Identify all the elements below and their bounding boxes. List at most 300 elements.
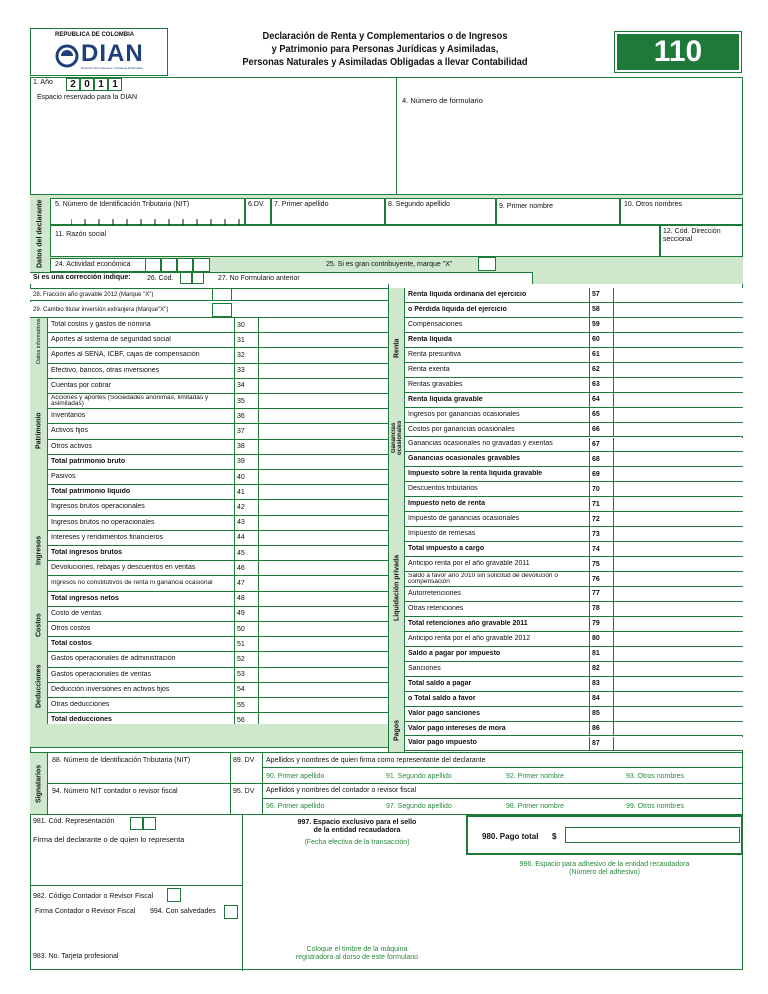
row-value-input[interactable] — [258, 318, 388, 332]
razon-social-label: 11. Razón social — [55, 231, 107, 238]
form-number-text: 110 — [653, 35, 703, 68]
gran-contribuyente-box[interactable] — [478, 257, 496, 271]
row-value-input[interactable] — [613, 632, 743, 646]
row-label: Renta presuntiva — [408, 350, 461, 358]
firma-contador[interactable]: Firma Contador o Revisor Fiscal — [35, 908, 136, 915]
row-number: 48 — [234, 592, 258, 606]
row-value-input[interactable] — [258, 485, 388, 499]
divider — [230, 753, 231, 815]
right-row-79 — [405, 617, 743, 632]
row-value-input[interactable] — [258, 561, 388, 575]
row-number: 64 — [589, 393, 613, 407]
left-row-31 — [48, 333, 388, 348]
pago-dollar: $ — [552, 832, 557, 841]
row-number: 79 — [589, 617, 613, 631]
row-label: Valor pago sanciones — [408, 709, 480, 717]
row-number: 36 — [234, 409, 258, 423]
row-value-input[interactable] — [258, 333, 388, 347]
row-value-input[interactable] — [613, 527, 743, 541]
correction-cod: 26. Cód. — [147, 275, 174, 282]
row-number: 53 — [234, 668, 258, 682]
row-number: 84 — [589, 692, 613, 706]
logo-sub: Dirección de Impuestos y Aduanas Nacionales — [81, 66, 143, 70]
n92[interactable]: 92. Primer nombre — [506, 773, 564, 780]
row-label: Aportes al SENA, ICBF, cajas de compensación — [51, 351, 200, 359]
correction-cod-box[interactable] — [180, 272, 192, 284]
row-value-input[interactable] — [613, 333, 743, 347]
row-value-input[interactable] — [613, 572, 743, 586]
row-label: Activos fijos — [51, 427, 88, 435]
row-label: Ganancias ocasionales no gravadas y exentas — [408, 440, 553, 448]
right-row-85 — [405, 707, 743, 722]
title-line-2: y Patrimonio para Personas Jurídicas y Asimiladas, — [271, 43, 499, 55]
row-number: 49 — [234, 607, 258, 621]
row-value-input[interactable] — [258, 637, 388, 651]
pago-label: 980. Pago total — [482, 832, 539, 841]
row-label: Impuesto sobre la renta líquida gravable — [408, 470, 543, 478]
row-label: Compensaciones — [408, 320, 463, 328]
actividad-box[interactable] — [145, 258, 161, 272]
row-value-input[interactable] — [258, 531, 388, 545]
row-value-input[interactable] — [613, 452, 743, 466]
row-value-input[interactable] — [613, 722, 743, 736]
left-row-32 — [48, 348, 388, 363]
row-value-input[interactable] — [613, 438, 743, 452]
cod-dir-label: 12. Cód. Dirección seccional — [663, 228, 721, 243]
right-row-73 — [405, 527, 743, 542]
dv95[interactable]: 95. DV — [233, 788, 255, 795]
row-value-input[interactable] — [613, 542, 743, 556]
nit-label: 5. Número de Identificación Tributaria (NIT) — [55, 201, 190, 208]
divider — [262, 767, 743, 768]
row-value-input[interactable] — [613, 617, 743, 631]
right-row-68 — [405, 452, 743, 467]
year-digit[interactable]: 1 — [108, 78, 122, 91]
row-label: Renta líquida — [408, 335, 452, 343]
row-value-input[interactable] — [613, 482, 743, 496]
row-value-input[interactable] — [613, 378, 743, 392]
row-label: Valor pago intereses de mora — [408, 724, 506, 732]
nombre1-label: 9. Primer nombre — [499, 203, 554, 210]
row-label: Otras retenciones — [408, 604, 464, 612]
row-number: 41 — [234, 485, 258, 499]
row-value-input[interactable] — [613, 707, 743, 721]
left-column — [30, 288, 388, 748]
dv-label: 6.DV. — [248, 201, 265, 208]
row-label: Total patrimonio líquido — [51, 488, 131, 496]
row-value-input[interactable] — [613, 408, 743, 422]
actividad-box[interactable] — [161, 258, 177, 272]
bottom-area — [30, 814, 743, 970]
left-row-35 — [48, 394, 388, 409]
section-deducciones: Deducciones — [35, 664, 43, 708]
c983[interactable]: 983. No. Tarjeta profesional — [33, 953, 119, 960]
row-28: 28. Fracción año gravable 2012 (Marque "X") — [30, 288, 388, 301]
year-boxes — [66, 78, 122, 91]
nit88[interactable]: 88. Número de Identificación Tributaria (NIT) — [52, 757, 191, 764]
row-number: 61 — [589, 348, 613, 362]
right-row-64 — [405, 393, 743, 408]
a90[interactable]: 90. Primer apellido — [266, 773, 325, 780]
row-value-input[interactable] — [613, 602, 743, 616]
razon-social-field[interactable] — [50, 225, 660, 257]
row-label: Ingresos no constitutivos de renta ni ganancia ocasional — [51, 580, 213, 587]
row-number: 37 — [234, 424, 258, 438]
row-label: Autorretenciones — [408, 589, 461, 597]
f29-box[interactable] — [212, 303, 232, 317]
row-29: 29. Cambio titular inversión extranjera (Marque"X") — [30, 302, 388, 318]
correction-prev: 27. No Formulario anterior — [218, 275, 300, 282]
row-value-input[interactable] — [613, 737, 743, 751]
apellido2-label: 8. Segundo apellido — [388, 201, 450, 208]
actividad-label: 24. Actividad económica — [55, 261, 131, 268]
row-value-input[interactable] — [258, 379, 388, 393]
f28-box[interactable] — [212, 288, 232, 301]
row-number: 80 — [589, 632, 613, 646]
row-value-input[interactable] — [613, 497, 743, 511]
row-value-input[interactable] — [258, 546, 388, 560]
row-label: Inventarios — [51, 412, 86, 420]
row-value-input[interactable] — [613, 647, 743, 661]
section-signatarios: Signatarios — [35, 764, 43, 804]
right-row-57 — [405, 288, 743, 303]
row-label: Otros activos — [51, 442, 92, 450]
nit-ticks — [71, 215, 241, 225]
left-row-53 — [48, 668, 388, 683]
row-value-input[interactable] — [258, 470, 388, 484]
right-row-74 — [405, 542, 743, 557]
n98[interactable]: 98. Primer nombre — [506, 803, 564, 810]
dian-logo — [55, 40, 149, 72]
row-value-input[interactable] — [613, 348, 743, 362]
c981-box[interactable] — [143, 817, 156, 830]
row-number: 75 — [589, 557, 613, 571]
row-value-input[interactable] — [258, 516, 388, 530]
actividad-box[interactable] — [177, 258, 193, 272]
divider — [48, 783, 743, 784]
section-liquidacion: Liquidación privada — [393, 554, 401, 622]
row-label: Total impuesto a cargo — [408, 545, 485, 553]
otros-nombres-label: 10. Otros nombres — [624, 201, 682, 208]
row-value-input[interactable] — [613, 318, 743, 332]
row-label: Sanciones — [408, 664, 441, 672]
pago-input[interactable] — [565, 827, 740, 843]
row-label: Saldo a pagar por impuesto — [408, 649, 501, 657]
row-number: 72 — [589, 512, 613, 526]
rep-label: Apellidos y nombres de quien firma como representante del declarante — [266, 757, 486, 764]
row-label: Cuentas por cobrar — [51, 381, 111, 389]
row-number: 34 — [234, 379, 258, 393]
title-line-3: Personas Naturales y Asimiladas Obligadas a llevar Contabilidad — [242, 56, 528, 68]
left-row-51 — [48, 637, 388, 652]
row-value-input[interactable] — [258, 440, 388, 454]
row-number: 43 — [234, 516, 258, 530]
row-label: Ingresos por ganancias ocasionales — [408, 410, 520, 418]
row-value-input[interactable] — [258, 424, 388, 438]
row-number: 31 — [234, 333, 258, 347]
divider — [30, 885, 242, 886]
row-number: 57 — [589, 288, 613, 302]
c982: 982. Código Contador o Revisor Fiscal — [33, 893, 154, 900]
row-label: Gastos operacionales de ventas — [51, 670, 152, 678]
row-label: Costo de ventas — [51, 609, 102, 617]
right-row-86 — [405, 722, 743, 737]
c981-box[interactable] — [130, 817, 143, 830]
country-label: REPUBLICA DE COLOMBIA — [55, 32, 135, 38]
row-value-input[interactable] — [613, 587, 743, 601]
signatarios — [30, 752, 743, 814]
row-number: 76 — [589, 572, 613, 586]
row-value-input[interactable] — [258, 455, 388, 469]
cont-label: Apellidos y nombres del contador o revisor fiscal — [266, 787, 417, 794]
section-costos: Costos — [35, 613, 43, 637]
nombre1-field[interactable] — [496, 198, 620, 225]
row-label: Anticipo renta por el año gravable 2011 — [408, 560, 530, 568]
year-digit[interactable]: 0 — [80, 78, 94, 91]
row-number: 82 — [589, 662, 613, 676]
row-value-input[interactable] — [258, 348, 388, 362]
row-number: 55 — [234, 698, 258, 712]
row-number: 50 — [234, 622, 258, 636]
left-row-54 — [48, 683, 388, 698]
c981: 981. Cód. Representación — [33, 818, 115, 825]
row-number: 69 — [589, 467, 613, 481]
c994-box[interactable] — [224, 905, 238, 919]
right-row-67 — [405, 438, 743, 453]
left-row-42 — [48, 500, 388, 515]
row-label: Impuesto de remesas — [408, 530, 476, 538]
row-value-input[interactable] — [613, 557, 743, 571]
right-row-66 — [405, 423, 743, 438]
row-number: 68 — [589, 452, 613, 466]
form-title — [196, 30, 574, 69]
n93[interactable]: 93. Otros nombres — [626, 773, 684, 780]
row-value-input[interactable] — [258, 576, 388, 590]
row-number: 46 — [234, 561, 258, 575]
reserved-label: Espacio reservado para la DIAN — [37, 94, 137, 101]
apellido1-field[interactable] — [271, 198, 385, 225]
right-row-70 — [405, 482, 743, 497]
row-label: Saldo a favor año 2010 sin solicitud de devolución o compensación — [408, 572, 558, 586]
row-label: Aportes al sistema de seguridad social — [51, 336, 171, 344]
timbre1: Coloque el timbre de la máquina — [306, 946, 408, 953]
year-digit[interactable]: 2 — [66, 78, 80, 91]
row-number: 30 — [234, 318, 258, 332]
row-label: Acciones y aportes (Sociedades anónimas, limitadas y asimiladas) — [51, 394, 209, 408]
row-value-input[interactable] — [613, 303, 743, 317]
c982-box[interactable] — [167, 888, 181, 902]
row-label: Total patrimonio bruto — [51, 457, 126, 465]
section-datos-informativos: Datos informativos — [36, 318, 42, 364]
row-label: o Pérdida líquida del ejercicio — [408, 305, 507, 313]
left-row-46 — [48, 561, 388, 576]
left-row-34 — [48, 379, 388, 394]
left-row-45 — [48, 546, 388, 561]
row-label: Renta líquida gravable — [408, 395, 483, 403]
apellido2-field[interactable] — [385, 198, 496, 225]
right-row-81 — [405, 647, 743, 662]
row-number: 44 — [234, 531, 258, 545]
row-value-input[interactable] — [613, 467, 743, 481]
row-label: Intereses y rendimientos financieros — [51, 533, 164, 541]
row-label: Otras deducciones — [51, 701, 110, 709]
left-shade — [30, 724, 388, 748]
row-number: 59 — [589, 318, 613, 332]
section-ganancias: Ganancias ocasionales — [391, 420, 403, 456]
right-row-60 — [405, 333, 743, 348]
left-row-39 — [48, 455, 388, 470]
section-pagos: Pagos — [393, 719, 401, 741]
right-row-61 — [405, 348, 743, 363]
c994: 994. Con salvedades — [150, 908, 216, 915]
row-number: 38 — [234, 440, 258, 454]
right-row-63 — [405, 378, 743, 393]
row-number: 58 — [589, 303, 613, 317]
row-value-input[interactable] — [258, 500, 388, 514]
row-label: Devoluciones, rebajas y descuentos en ventas — [51, 564, 196, 572]
e996a: 996. Espacio para adhesivo de la entidad recaudadora — [519, 861, 690, 868]
row-label: Total costos y gastos de nómina — [51, 321, 151, 329]
section-renta: Renta — [393, 338, 401, 358]
pago-total[interactable] — [466, 815, 743, 855]
right-row-65 — [405, 408, 743, 423]
row-value-input[interactable] — [258, 409, 388, 423]
logo-text: DIAN — [81, 40, 144, 67]
row-value-input[interactable] — [258, 592, 388, 606]
row-value-input[interactable] — [613, 662, 743, 676]
row-label: Gastos operacionales de administración — [51, 655, 176, 663]
correction-cod-box[interactable] — [192, 272, 204, 284]
nit94[interactable]: 94. Número NIT contador o revisor fiscal — [52, 788, 178, 795]
a97[interactable]: 97. Segundo apellido — [386, 803, 452, 810]
row-value-input[interactable] — [613, 393, 743, 407]
section-patrimonio: Patrimonio — [35, 412, 43, 450]
row-label: Valor pago impuesto — [408, 739, 477, 747]
row-label: Costos por ganancias ocasionales — [408, 425, 515, 433]
dv89[interactable]: 89. DV — [233, 757, 255, 764]
row-number: 62 — [589, 363, 613, 377]
left-row-43 — [48, 516, 388, 531]
firma-declarante[interactable]: Firma del declarante o de quien lo representa — [33, 835, 185, 844]
row-value-input[interactable] — [613, 692, 743, 706]
otros-nombres-field[interactable] — [620, 198, 743, 225]
row-value-input[interactable] — [613, 288, 743, 302]
e997b: de la entidad recaudadora — [313, 827, 401, 834]
row-value-input[interactable] — [613, 512, 743, 526]
row-label: Renta líquida ordinaria del ejercicio — [408, 290, 527, 298]
row-number: 52 — [234, 652, 258, 666]
row-value-input[interactable] — [613, 363, 743, 377]
a96[interactable]: 96. Primer apellido — [266, 803, 325, 810]
right-row-59 — [405, 318, 743, 333]
row-number: 39 — [234, 455, 258, 469]
row-number: 60 — [589, 333, 613, 347]
row-value-input[interactable] — [258, 683, 388, 697]
row-number: 73 — [589, 527, 613, 541]
left-row-30 — [48, 318, 388, 333]
right-row-87 — [405, 737, 743, 752]
gran-contribuyente-label: 25. Si es gran contribuyente, marque "X" — [326, 261, 453, 268]
row-value-input[interactable] — [258, 607, 388, 621]
row-number: 35 — [234, 394, 258, 408]
right-row-75 — [405, 557, 743, 572]
row-number: 32 — [234, 348, 258, 362]
row-number: 78 — [589, 602, 613, 616]
divider — [396, 77, 397, 194]
row-label: Ingresos brutos no operacionales — [51, 518, 155, 526]
right-row-82 — [405, 662, 743, 677]
left-row-49 — [48, 607, 388, 622]
row-value-input[interactable] — [258, 622, 388, 636]
year-digit[interactable]: 1 — [94, 78, 108, 91]
row-label: Total ingresos brutos — [51, 549, 123, 557]
actividad-box[interactable] — [193, 258, 210, 272]
right-row-80 — [405, 632, 743, 647]
row-label: Anticipo renta por el año gravable 2012 — [408, 634, 531, 642]
row-label: Ganancias ocasionales gravables — [408, 455, 521, 463]
row-label: Renta exenta — [408, 365, 450, 373]
row-label: Efectivo, bancos, otras inversiones — [51, 366, 160, 374]
dv-field[interactable] — [245, 198, 271, 225]
nit-field[interactable] — [50, 198, 245, 225]
divider — [262, 798, 743, 799]
left-row-44 — [48, 531, 388, 546]
right-row-84 — [405, 692, 743, 707]
n99[interactable]: 99. Otros nombres — [626, 803, 684, 810]
row-value-input[interactable] — [258, 698, 388, 712]
row-value-input[interactable] — [258, 364, 388, 378]
left-row-47 — [48, 576, 388, 591]
correction-shade — [532, 272, 743, 284]
row-label: Total ingresos netos — [51, 594, 119, 602]
year-label: 1. Año — [33, 79, 53, 86]
left-row-36 — [48, 409, 388, 424]
left-row-33 — [48, 364, 388, 379]
row-label: Deducción inversiones en activos fijos — [51, 685, 170, 693]
left-row-41 — [48, 485, 388, 500]
cod-dir-field[interactable] — [660, 225, 743, 257]
timbre2: registradora al dorso de este formulario — [295, 954, 419, 961]
right-row-77 — [405, 587, 743, 602]
row-number: 71 — [589, 497, 613, 511]
row-label: Impuesto de ganancias ocasionales — [408, 515, 520, 523]
row-value-input[interactable] — [613, 423, 743, 437]
row-number: 67 — [589, 438, 613, 452]
header — [30, 28, 742, 78]
row-label: Descuentos tributarios — [408, 485, 478, 493]
row-number: 86 — [589, 722, 613, 736]
row-value-input[interactable] — [258, 652, 388, 666]
right-row-78 — [405, 602, 743, 617]
row-label: Total retenciones año gravable 2011 — [408, 619, 528, 627]
right-row-62 — [405, 363, 743, 378]
row-value-input[interactable] — [258, 668, 388, 682]
row-number: 51 — [234, 637, 258, 651]
row-value-input[interactable] — [258, 394, 388, 408]
row-label: Rentas gravables — [408, 380, 463, 388]
row-number: 47 — [234, 576, 258, 590]
apellido1-label: 7. Primer apellido — [274, 201, 329, 208]
row-number: 63 — [589, 378, 613, 392]
form-no-label[interactable]: 4. Número de formulario — [402, 96, 483, 105]
row-label: Otros costos — [51, 625, 91, 633]
row-value-input[interactable] — [613, 677, 743, 691]
right-row-83 — [405, 677, 743, 692]
row-number: 65 — [589, 408, 613, 422]
row-label: Total saldo a pagar — [408, 679, 472, 687]
a91[interactable]: 91. Segundo apellido — [386, 773, 452, 780]
row-number: 74 — [589, 542, 613, 556]
